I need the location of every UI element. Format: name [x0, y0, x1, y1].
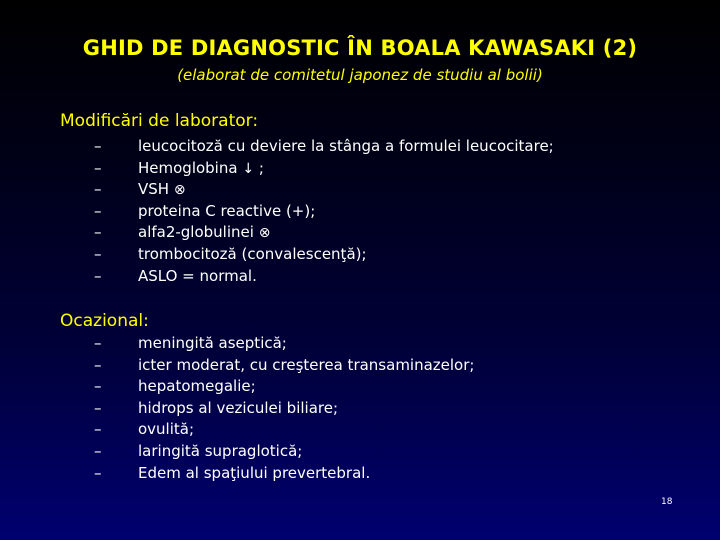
bullet-dash: – — [94, 334, 102, 352]
occasional-item — [94, 419, 474, 441]
bullet-dash: – — [94, 377, 102, 396]
occasional-item-text: Edem al spaţiului prevertebral. — [138, 463, 371, 482]
lab-item-text: ASLO = normal. — [138, 266, 257, 285]
occasional-item — [94, 376, 474, 398]
lab-item-leucocitoza — [94, 136, 554, 158]
bullet-dash: – — [94, 137, 102, 155]
bullet-dash: – — [94, 355, 102, 374]
occasional-item-text: ovulită; — [138, 420, 195, 439]
occasional-item — [94, 355, 474, 377]
occasional-item-text: laringită supraglotică; — [138, 441, 303, 460]
occasional-item — [94, 333, 474, 355]
lab-item-text: Hemoglobina — [138, 158, 243, 177]
lab-item-text: VSH — [138, 180, 174, 199]
occasional-section-heading: Ocazional: — [60, 311, 149, 331]
lab-item-alfa2 — [94, 222, 554, 244]
lab-section-heading: Modificări de laborator: — [60, 111, 259, 131]
bullet-dash: – — [94, 244, 102, 263]
lab-item-hemoglobina — [94, 158, 554, 180]
lab-item-text: proteina C reactive (+); — [138, 201, 316, 220]
bullet-dash: – — [94, 398, 102, 417]
bullet-dash: – — [94, 266, 102, 285]
slide-title: GHID DE DIAGNOSTIC ÎN BOALA KAWASAKI (2) — [82, 36, 638, 60]
occasional-item-text: hepatomegalie; — [138, 377, 256, 396]
lab-item-vsh — [94, 179, 554, 201]
circled-times-icon: ⊗ — [258, 225, 271, 242]
lab-item-text-suffix: ; — [254, 158, 264, 177]
bullet-dash: – — [94, 441, 102, 460]
lab-item-text: trombocitoză (convalescenţă); — [138, 244, 367, 263]
lab-findings-list — [94, 136, 554, 287]
slide-subtitle: (elaborat de comitetul japonez de studiu al bolii) — [177, 66, 543, 84]
bullet-dash: – — [94, 158, 102, 177]
lab-item-text: alfa2-globulinei — [138, 223, 259, 242]
occasional-item-text: hidrops al veziculei biliare; — [138, 398, 339, 417]
occasional-findings-list — [94, 333, 474, 484]
occasional-item-text: icter moderat, cu creşterea transaminazelor; — [138, 355, 475, 374]
occasional-item — [94, 441, 474, 463]
page-number: 18 — [661, 497, 673, 507]
arrow-down-icon: ↓ — [242, 160, 255, 177]
lab-item-proteina-c — [94, 201, 554, 223]
bullet-dash: – — [94, 223, 102, 242]
lab-item-aslo — [94, 266, 554, 288]
occasional-item — [94, 398, 474, 420]
occasional-item-text: meningită aseptică; — [138, 334, 287, 352]
bullet-dash: – — [94, 420, 102, 439]
bullet-dash: – — [94, 201, 102, 220]
lab-item-text: leucocitoză cu deviere la stânga a formulei leucocitare; — [138, 137, 554, 155]
bullet-dash: – — [94, 463, 102, 482]
circled-times-icon: ⊗ — [173, 182, 186, 199]
occasional-item — [94, 463, 474, 485]
lab-item-trombocitoza — [94, 244, 554, 266]
bullet-dash: – — [94, 180, 102, 199]
